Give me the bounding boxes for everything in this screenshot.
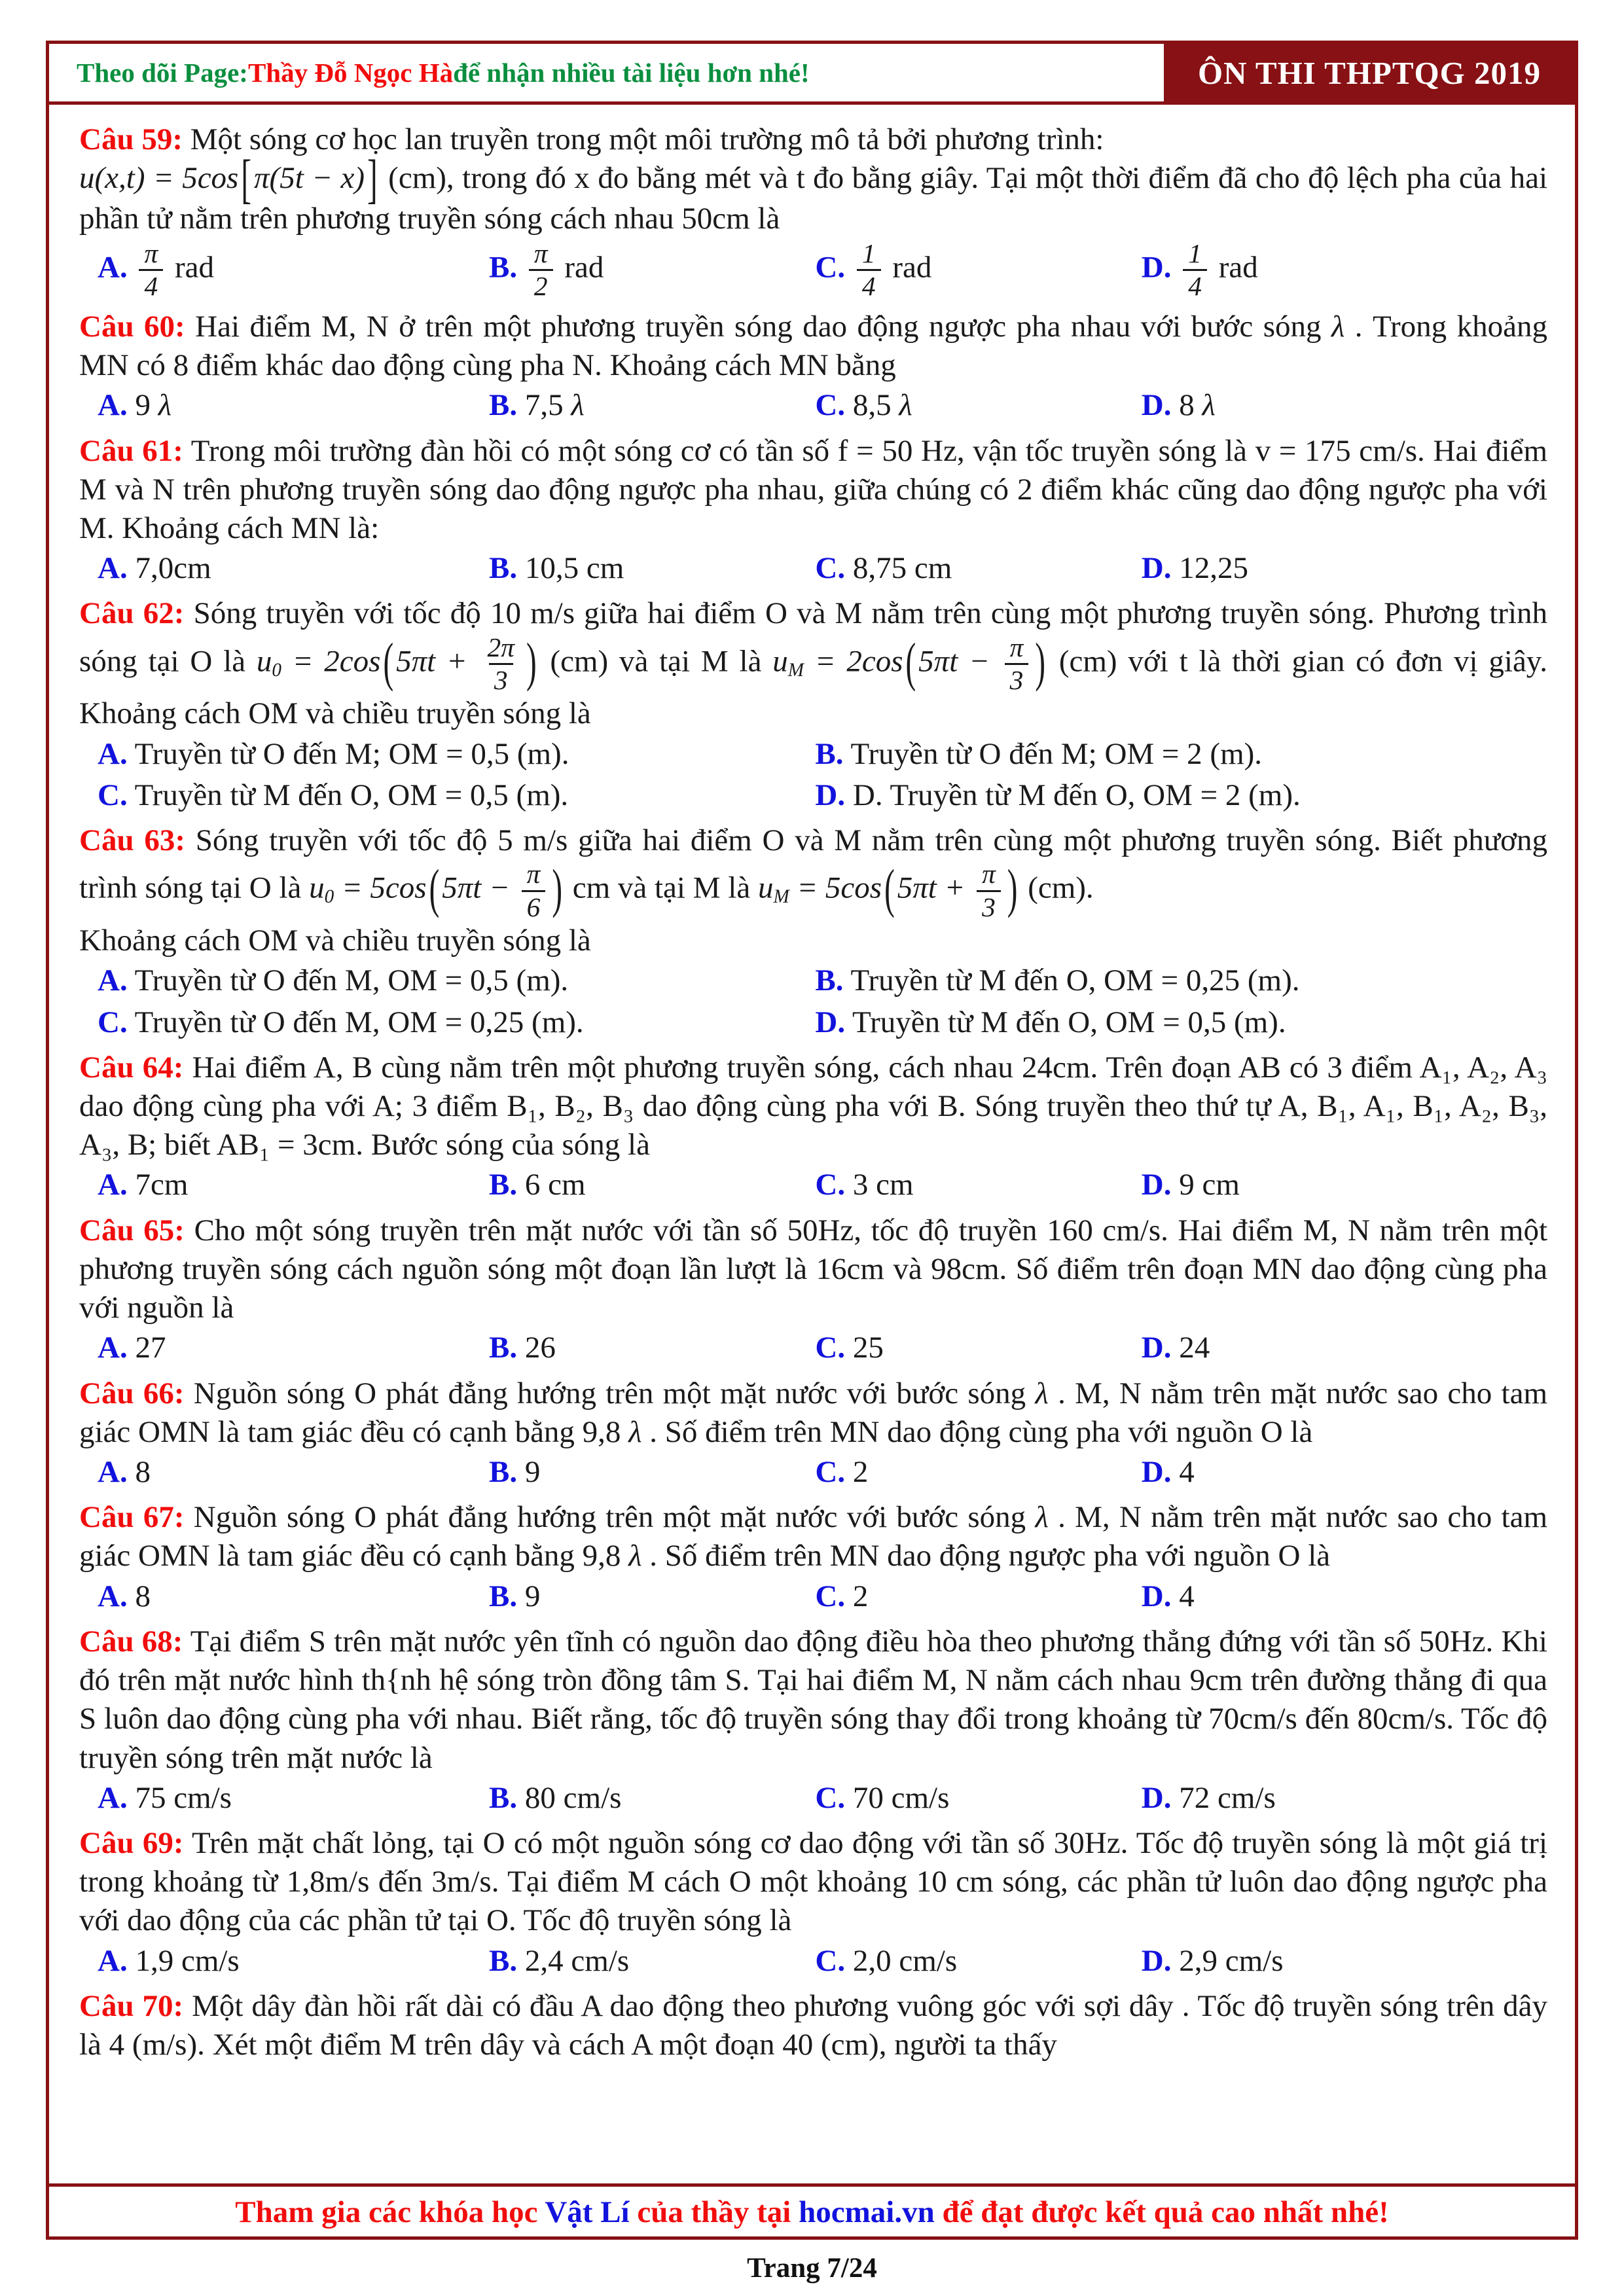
question-block	[79, 594, 1547, 816]
option-label: C.	[815, 1579, 846, 1613]
text: 4	[1179, 1579, 1195, 1613]
math-paren: [	[241, 149, 252, 209]
option-label: D.	[1141, 388, 1172, 423]
text-part: Tham gia các khóa học	[235, 2195, 545, 2229]
text: rad	[556, 250, 604, 285]
text: 80 cm/s	[524, 1780, 622, 1815]
option-label: B.	[489, 1331, 518, 1365]
text: Truyền từ O đến M, OM = 0,25 (m).	[134, 1005, 584, 1039]
math-text: 5πt −	[918, 644, 1001, 679]
math-text: = 5cos	[789, 871, 882, 906]
text: Một sóng cơ học lan truyền trong một môi trường mô tả bởi phương trình:	[190, 122, 1104, 156]
option-label: D.	[815, 1005, 846, 1039]
option-item	[98, 1576, 489, 1617]
math-text: = 2cos	[281, 644, 381, 679]
option-item	[815, 1002, 1547, 1043]
options-row	[79, 548, 1547, 589]
math-text: λ	[628, 1414, 642, 1449]
option-item	[815, 775, 1547, 816]
question-body	[79, 308, 1547, 385]
text: Hai điểm A, B cùng nằm trên một phương truyền sóng, cách nhau 24cm. Trên đoạn AB có 3 điểm A₁, A₂, A₃ dao động cùng pha với A; 3 điểm B₁, B₂, B₃ dao động cùng pha với B. Sóng truyền theo thứ tự A, B₁, A₁, B₁, A₂, B₃, A₃, B; biết AB₁ = 3cm. Bước sóng của sóng là	[79, 1050, 1548, 1162]
option-item	[815, 548, 1141, 589]
question-label: Câu 68:	[79, 1624, 183, 1659]
options-row	[79, 734, 1547, 816]
text-part: hocmai.vn	[799, 2195, 935, 2229]
math-text: 5πt +	[897, 871, 973, 906]
option-label: C.	[815, 1455, 846, 1489]
options-row	[79, 1941, 1547, 1982]
question-block	[79, 1211, 1547, 1369]
text: Nguồn sóng O phát đẳng hướng trên một mặt nước với bước sóng	[193, 1500, 1036, 1535]
text: 10,5 cm	[524, 551, 624, 586]
fraction-denominator: 6	[522, 890, 546, 922]
question-label: Câu 62:	[79, 596, 185, 631]
question-label: Câu 69:	[79, 1825, 184, 1860]
math-subscript: M	[773, 886, 789, 908]
option-label: C.	[815, 551, 846, 586]
option-label: A.	[98, 250, 128, 285]
question-block	[79, 1623, 1547, 1819]
question-block	[79, 1987, 1547, 2064]
text: 4	[1179, 1455, 1195, 1489]
text: 2	[852, 1455, 869, 1489]
text: . Trong khoảng MN có 8 điểm khác dao động cùng pha N. Khoảng cách MN bằng	[79, 309, 1547, 383]
text: 2,0 cm/s	[852, 1943, 958, 1978]
text: Truyền từ O đến M; OM = 0,5 (m).	[134, 736, 569, 771]
question-body	[79, 821, 1547, 960]
math-text: 5πt +	[396, 644, 478, 679]
option-item	[98, 1002, 815, 1043]
page-border-frame	[46, 41, 1578, 2240]
math-text: λ	[628, 1539, 642, 1573]
fraction-numerator: π	[1009, 632, 1024, 662]
option-label: C.	[815, 1168, 846, 1202]
option-item	[489, 1778, 815, 1819]
fraction-denominator: 2	[529, 269, 553, 300]
option-item	[1142, 1941, 1547, 1982]
option-item	[98, 238, 489, 302]
option-item	[1142, 1778, 1547, 1819]
text: Truyền từ M đến O, OM = 0,5 (m).	[134, 778, 569, 812]
option-label: C.	[815, 1780, 846, 1815]
option-label: D.	[1141, 250, 1172, 285]
question-body	[79, 594, 1547, 733]
option-label: A.	[98, 1943, 128, 1978]
math-paren: (	[905, 632, 916, 692]
text: Truyền từ M đến O, OM = 0,5 (m).	[852, 1005, 1286, 1039]
option-label: B.	[815, 963, 844, 998]
text: 8	[135, 1455, 151, 1489]
text-part: để đạt được kết quả cao nhất nhé!	[934, 2195, 1389, 2229]
footer-message	[49, 2195, 1575, 2230]
text: 1,9 cm/s	[135, 1943, 240, 1978]
option-item	[489, 238, 815, 302]
option-label: C.	[815, 1943, 846, 1978]
math-fraction	[1183, 240, 1207, 301]
option-item	[1142, 1327, 1547, 1369]
text: (cm), trong đó x đo bằng mét và t đo bằng giây. Tại một thời điểm đã cho độ lệch pha của hai phần tử nằm trên phương truyền sóng cách nhau 50cm là	[79, 161, 1548, 236]
question-label: Câu 64:	[79, 1050, 184, 1085]
options-row	[79, 1778, 1547, 1819]
math-text: u	[772, 644, 788, 679]
option-label: D.	[1141, 1943, 1172, 1978]
page-header	[49, 44, 1575, 105]
options-row	[79, 385, 1547, 426]
text-part: để nhận nhiều tài liệu hơn nhé!	[453, 58, 810, 88]
option-item	[98, 1164, 489, 1206]
option-item	[815, 1452, 1141, 1493]
math-text: u	[309, 871, 325, 906]
option-label: B.	[489, 1168, 518, 1202]
math-subscript: M	[787, 659, 804, 681]
option-label: D.	[1141, 1579, 1172, 1613]
option-label: A.	[98, 1168, 128, 1202]
text-part: của thầy tại	[629, 2195, 799, 2229]
math-fraction	[857, 240, 881, 301]
question-block	[79, 432, 1547, 590]
math-fraction	[1005, 634, 1029, 695]
math-paren: )	[552, 859, 562, 920]
option-item	[815, 385, 1141, 426]
option-item	[489, 1164, 815, 1206]
text: (cm) và tại M là	[539, 644, 773, 679]
option-label: B.	[489, 1780, 518, 1815]
math-fraction	[482, 634, 520, 695]
math-subscript: 0	[324, 886, 334, 908]
option-label: A.	[98, 736, 128, 771]
fraction-numerator: 1	[1188, 238, 1202, 268]
text: 72 cm/s	[1179, 1780, 1276, 1815]
text: 24	[1179, 1331, 1210, 1365]
option-label: B.	[489, 1579, 518, 1613]
text: . M, N nằm trên mặt nước sao cho tam giác OMN là tam giác đều có cạnh bằng 9,8	[79, 1376, 1547, 1449]
option-label: D.	[1141, 1780, 1172, 1815]
fraction-denominator: 4	[1183, 269, 1207, 300]
text: (cm) với t là thời gian có đơn vị giây. Khoảng cách OM và chiều truyền sóng là	[79, 644, 1548, 731]
question-body	[79, 1987, 1547, 2064]
options-row	[79, 1164, 1547, 1206]
options-row	[79, 1576, 1547, 1617]
text: 7,0cm	[135, 551, 211, 586]
math-text: λ	[158, 388, 172, 423]
option-item	[1142, 548, 1547, 589]
fraction-denominator: 3	[489, 663, 513, 694]
text: 2,9 cm/s	[1179, 1943, 1284, 1978]
question-label: Câu 60:	[79, 309, 185, 344]
options-row	[79, 960, 1547, 1043]
text: 9 cm	[1179, 1168, 1240, 1202]
text: 8,5	[852, 388, 899, 423]
fraction-numerator: π	[533, 238, 548, 268]
math-text: λ	[1035, 1376, 1049, 1410]
math-text: λ	[899, 388, 912, 423]
text: 75 cm/s	[135, 1780, 232, 1815]
fraction-numerator: 2π	[487, 632, 514, 662]
text: D. Truyền từ M đến O, OM = 2 (m).	[852, 778, 1301, 812]
option-item	[1142, 1576, 1547, 1617]
question-block	[79, 1374, 1547, 1494]
math-paren: )	[1007, 859, 1018, 920]
text-part: Theo dõi Page:	[77, 58, 248, 88]
question-block	[79, 120, 1547, 302]
option-label: A.	[98, 963, 128, 998]
text: 3 cm	[852, 1168, 914, 1202]
fraction-numerator: π	[982, 859, 996, 889]
text: 6 cm	[524, 1168, 586, 1202]
option-label: A.	[98, 1455, 128, 1489]
question-label: Câu 67:	[79, 1500, 185, 1535]
text: 7,5	[524, 388, 571, 423]
question-body	[79, 1824, 1547, 1941]
text: 70 cm/s	[852, 1780, 950, 1815]
option-item	[815, 238, 1141, 302]
option-item	[98, 775, 815, 816]
text: rad	[167, 250, 214, 285]
text: 2	[852, 1579, 869, 1613]
option-label: A.	[98, 1780, 128, 1815]
question-block	[79, 1498, 1547, 1617]
fraction-numerator: 1	[861, 238, 876, 268]
text: Tại điểm S trên mặt nước yên tĩnh có nguồn dao động điều hòa theo phương thẳng đứng với tần số 50Hz. Khi đó trên mặt nước hình th{nh hệ sóng tròn đồng tâm S. Tại hai điểm M, N nằm cách nhau 9cm trên đường thẳng đi qua S luôn dao động cùng pha với nhau. Biết rằng, tốc độ truyền sóng thay đổi trong khoảng từ 70cm/s đến 80cm/s. Tốc độ truyền sóng trên mặt nước là	[79, 1624, 1547, 1775]
fraction-denominator: 4	[857, 269, 881, 300]
option-label: A.	[98, 551, 128, 586]
options-row	[79, 1327, 1547, 1369]
option-item	[489, 1576, 815, 1617]
math-paren: ]	[367, 149, 378, 209]
option-label: C.	[815, 250, 846, 285]
text: 9	[524, 1579, 541, 1613]
math-text: λ	[1202, 388, 1216, 423]
question-body	[79, 1374, 1547, 1452]
option-label: C.	[98, 1005, 128, 1039]
option-item	[815, 734, 1547, 775]
option-item	[489, 1941, 815, 1982]
text: 26	[524, 1331, 556, 1365]
question-label: Câu 65:	[79, 1213, 185, 1247]
question-block	[79, 308, 1547, 427]
math-text: u	[256, 644, 272, 679]
question-label: Câu 70:	[79, 1988, 184, 2023]
math-text: λ	[571, 388, 585, 423]
option-label: D.	[1141, 551, 1172, 586]
fraction-denominator: 4	[139, 269, 163, 300]
question-block	[79, 1824, 1547, 1982]
option-item	[1142, 1164, 1547, 1206]
option-item	[98, 1941, 489, 1982]
question-label: Câu 61:	[79, 433, 183, 468]
question-body	[79, 120, 1547, 238]
option-item	[815, 960, 1547, 1001]
text: Truyền từ M đến O, OM = 0,25 (m).	[850, 963, 1300, 998]
math-text: 5πt −	[442, 871, 518, 906]
option-item	[815, 1576, 1141, 1617]
option-label: D.	[815, 778, 846, 812]
text: 9	[524, 1455, 541, 1489]
question-body	[79, 432, 1547, 548]
math-fraction	[139, 240, 163, 301]
question-label: Câu 66:	[79, 1376, 185, 1410]
option-label: A.	[98, 1579, 128, 1613]
text: 12,25	[1179, 551, 1248, 586]
question-block	[79, 821, 1547, 1043]
text: Truyền từ O đến M; OM = 2 (m).	[850, 736, 1263, 771]
math-fraction	[977, 860, 1001, 922]
text: Sóng truyền với tốc độ 10 m/s giữa hai điểm O và M nằm trên cùng một phương truyền sóng. Phương trình sóng tại O là	[79, 596, 1548, 679]
text: 2,4 cm/s	[524, 1943, 630, 1978]
text: 25	[852, 1331, 884, 1365]
option-item	[1142, 385, 1547, 426]
fraction-numerator: π	[526, 859, 541, 889]
option-item	[815, 1164, 1141, 1206]
text-part: Vật Lí	[545, 2195, 630, 2229]
question-body	[79, 1623, 1547, 1778]
options-row	[79, 238, 1547, 302]
fraction-numerator: π	[144, 238, 158, 268]
math-paren: )	[526, 632, 537, 692]
question-label: Câu 59:	[79, 122, 183, 156]
option-item	[98, 734, 815, 775]
question-block	[79, 1049, 1547, 1206]
math-text: λ	[1331, 309, 1345, 344]
text: (cm).	[1020, 871, 1094, 906]
option-label: D.	[1141, 1168, 1172, 1202]
text: 8,75 cm	[852, 551, 952, 586]
text: Một dây đàn hồi rất dài có đầu A dao động theo phương vuông góc với sợi dây . Tốc độ truyền sóng trên dây là 4 (m/s). Xét một điểm M trên dây và cách A một đoạn 40 (cm), người ta thấy	[79, 1988, 1547, 2062]
math-text: u	[757, 871, 774, 906]
text: . Số điểm trên MN dao động cùng pha với nguồn O là	[641, 1414, 1313, 1449]
option-label: B.	[815, 736, 844, 771]
option-item	[98, 1452, 489, 1493]
text: Nguồn sóng O phát đẳng hướng trên một mặt nước với bước sóng	[193, 1376, 1036, 1410]
option-item	[1142, 1452, 1547, 1493]
option-item	[815, 1327, 1141, 1369]
header-left	[49, 44, 810, 101]
math-paren: (	[884, 859, 895, 920]
option-item	[98, 960, 815, 1001]
text: Sóng truyền với tốc độ 5 m/s giữa hai điểm O và M nằm trên cùng một phương truyền sóng. Biết phương trình sóng tại O là	[79, 823, 1548, 906]
text: Hai điểm M, N ở trên một phương truyền sóng dao động ngược pha nhau với bước sóng	[195, 309, 1331, 344]
text-part: Thầy Đỗ Ngọc Hà	[247, 58, 454, 88]
text: rad	[1210, 250, 1258, 285]
text: . Số điểm trên MN dao động ngược pha với nguồn O là	[641, 1539, 1331, 1573]
page-number: Trang 7/24	[747, 2253, 877, 2284]
text: rad	[884, 250, 932, 285]
text: 27	[135, 1331, 166, 1365]
option-label: A.	[98, 388, 128, 423]
math-paren: (	[429, 859, 440, 920]
option-label: B.	[489, 250, 518, 285]
option-label: B.	[489, 388, 518, 423]
option-label: D.	[1141, 1455, 1172, 1489]
math-subscript: 0	[272, 659, 281, 681]
math-fraction	[522, 860, 546, 922]
option-label: B.	[489, 551, 518, 586]
option-item	[98, 385, 489, 426]
option-item	[489, 1327, 815, 1369]
text: Trong môi trường đàn hồi có một sóng cơ có tần số f = 50 Hz, vận tốc truyền sóng là v = 175 cm/s. Hai điểm M và N trên phương truyền sóng dao động ngược pha nhau, giữa chúng có 2 điểm khác cũng dao động ngược pha với M. Khoảng cách MN là:	[79, 433, 1548, 545]
option-item	[98, 548, 489, 589]
option-label: C.	[98, 778, 128, 812]
text: Truyền từ O đến M, OM = 0,5 (m).	[134, 963, 569, 998]
text: Khoảng cách OM và chiều truyền sóng là	[79, 924, 591, 958]
math-fraction	[529, 240, 553, 301]
text: Cho một sóng truyền trên mặt nước với tần số 50Hz, tốc độ truyền 160 cm/s. Hai điểm M, N nằm trên một phương truyền sóng cách nguồn sóng một đoạn lần lượt là 16cm và 98cm. Số điểm trên đoạn MN dao động cùng pha với nguồn là	[79, 1213, 1547, 1325]
text: 9	[135, 388, 158, 423]
text: cm và tại M là	[564, 871, 758, 906]
math-text: = 5cos	[334, 871, 427, 906]
question-body	[79, 1498, 1547, 1575]
option-item	[489, 548, 815, 589]
option-item	[1142, 238, 1547, 302]
math-text: u(x,t) = 5cos	[79, 161, 239, 196]
options-row	[79, 1452, 1547, 1493]
option-label: B.	[489, 1943, 518, 1978]
text: Trên mặt chất lỏng, tại O có một nguồn sóng cơ dao động với tần số 30Hz. Tốc độ truyền sóng là một giá trị trong khoảng từ 1,8m/s đến 3m/s. Tại điểm M cách O một khoảng 10 cm sóng, các phần tử luôn dao động ngược pha với dao động của các phần tử tại O. Tốc độ truyền sóng là	[79, 1825, 1547, 1938]
fraction-denominator: 3	[977, 890, 1001, 922]
header-badge: ÔN THI THPTQG 2019	[1164, 44, 1575, 101]
text: . M, N nằm trên mặt nước sao cho tam giác OMN là tam giác đều có cạnh bằng 9,8	[79, 1500, 1547, 1573]
text: 8	[1179, 388, 1202, 423]
option-label: D.	[1141, 1331, 1172, 1365]
fraction-denominator: 3	[1005, 663, 1029, 694]
math-text: π(5t − x)	[254, 161, 365, 196]
option-label: C.	[815, 1331, 846, 1365]
option-item	[489, 1452, 815, 1493]
text: 8	[135, 1579, 151, 1613]
page-footer	[49, 2183, 1575, 2236]
question-label: Câu 63:	[79, 823, 185, 858]
option-item	[815, 1941, 1141, 1982]
text: 7cm	[135, 1168, 189, 1202]
option-item	[98, 1778, 489, 1819]
option-label: A.	[98, 1331, 128, 1365]
question-body	[79, 1049, 1547, 1165]
question-body	[79, 1211, 1547, 1328]
option-item	[98, 1327, 489, 1369]
math-text: λ	[1035, 1500, 1049, 1535]
option-label: C.	[815, 388, 846, 423]
questions	[49, 105, 1575, 2183]
option-item	[815, 1778, 1141, 1819]
math-paren: (	[383, 632, 394, 692]
math-text: = 2cos	[804, 644, 903, 679]
option-item	[489, 385, 815, 426]
math-paren: )	[1035, 632, 1046, 692]
option-label: B.	[489, 1455, 518, 1489]
